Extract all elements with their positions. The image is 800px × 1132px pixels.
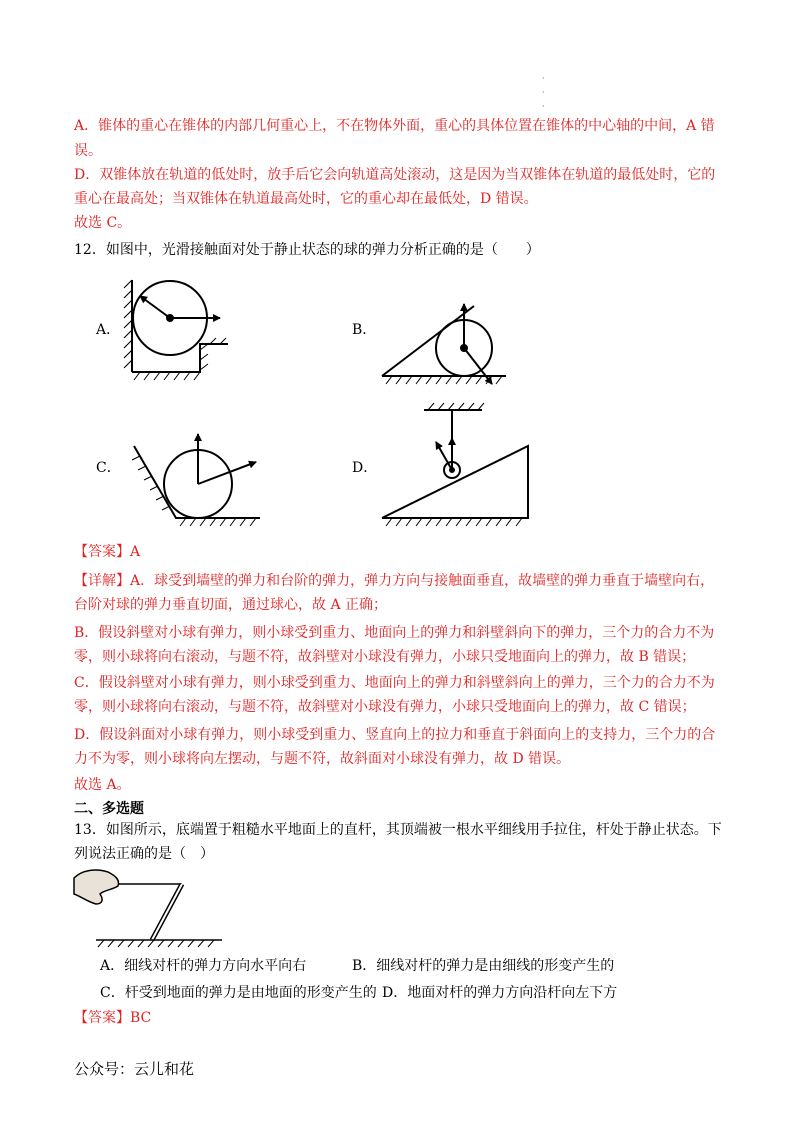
q12-label-d: D． — [352, 460, 378, 476]
q12-detail-3b: 零，则小球将向右滚动，与题不符，故斜壁对小球没有弹力，小球只受地面向上的弹力，故 C 错误； — [74, 699, 696, 715]
q13-option-b: B．细线对杆的弹力是由细线的形变产生的 — [352, 958, 615, 974]
q12-detail-4b: 力不为零，则小球将向左摆动，与题不符，故斜面对小球没有弹力，故 D 错误。 — [74, 751, 571, 767]
q12-detail-3a: C．假设斜壁对小球有弹力，则小球受到重力、地面向上的弹力和斜壁斜向上的弹力，三个力的合力不为 — [74, 675, 715, 691]
q12-detail-4a: D．假设斜面对小球有弹力，则小球受到重力、竖直向上的拉力和垂直于斜面向上的支持力，三个力的合 — [74, 727, 716, 743]
q13-answer — [74, 1008, 151, 1028]
q12-diagram-b — [382, 304, 506, 384]
q12-stem: 12．如图中，光滑接触面对处于静止状态的球的弹力分析正确的是（ ） — [74, 242, 540, 258]
footer-account-name: 公众号：云儿和花 — [74, 1060, 195, 1078]
q12-diagram-c — [132, 434, 260, 526]
q12-answer: 【答案】A — [74, 544, 141, 560]
prev-analysis-d-line2: 重心在最高处；当双锥体在轨道最高处时，它的重心却在最低处，D 错误。 — [74, 191, 538, 207]
q13-answer-label: 【答案】 — [74, 1010, 130, 1026]
prev-analysis-choice: 故选 C。 — [74, 215, 132, 231]
q13-stem-line2: 列说法正确的是（ ） — [74, 846, 214, 862]
q12-diagram-a — [124, 280, 228, 380]
prev-analysis-a-line2: 误。 — [74, 143, 102, 159]
prev-analysis-d-line1: D．双锥体放在轨道的低处时，放手后它会向轨道高处滚动，这是因为当双锥体在轨道的最低处时，它的 — [74, 167, 716, 183]
q12-detail-1a: 【详解】A．球受到墙壁的弹力和台阶的弹力，弹力方向与接触面垂直，故墙壁的弹力垂直于墙壁向右， — [74, 573, 715, 589]
q13-diagram-hand-rod — [74, 870, 222, 947]
q12-detail-1b: 台阶对球的弹力垂直切面，通过球心，故 A 正确； — [74, 597, 388, 613]
section-heading-multiple-choice: 二、多选题 — [74, 801, 144, 817]
q12-diagram-d — [382, 403, 528, 526]
q13-option-d: D．地面对杆的弹力方向沿杆向左下方 — [382, 985, 618, 1001]
q12-label-b: B． — [352, 322, 377, 338]
q13-option-a: A．细线对杆的弹力方向水平向右 — [100, 958, 307, 974]
q12-label-a: A． — [96, 322, 121, 338]
q13-option-c: C．杆受到地面的弹力是由地面的形变产生的 — [100, 985, 377, 1001]
page-marker-dots: · · · — [542, 74, 545, 111]
q13-stem-line1: 13．如图所示，底端置于粗糙水平地面上的直杆，其顶端被一根水平细线用手拉住，杆处于静止状态。下 — [74, 822, 722, 838]
prev-analysis-a-line1: A．锥体的重心在锥体的内部几何重心上，不在物体外面，重心的具体位置在锥体的中心轴的中间，A 错 — [74, 118, 715, 134]
q13-answer-value: BC — [130, 1010, 152, 1026]
q12-detail-2a: B．假设斜壁对小球有弹力，则小球受到重力、地面向上的弹力和斜壁斜向下的弹力，三个力的合力不为 — [74, 625, 715, 641]
q12-label-c: C． — [96, 460, 121, 476]
q12-detail-2b: 零，则小球将向右滚动，与题不符，故斜壁对小球没有弹力，小球只受地面向上的弹力，故 B 错误； — [74, 649, 696, 665]
q12-choice: 故选 A。 — [74, 777, 131, 793]
